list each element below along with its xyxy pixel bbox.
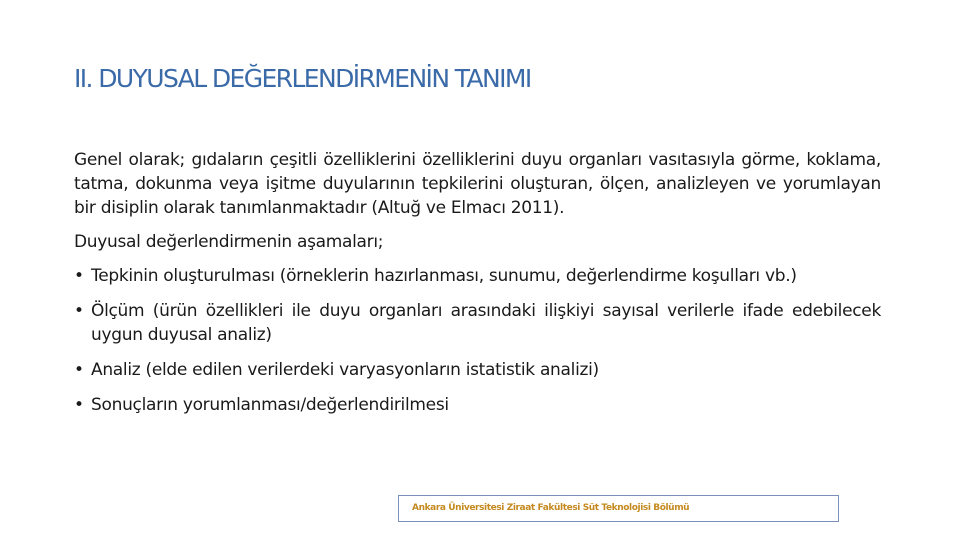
list-item-text: Analiz (elde edilen verilerdeki varyasyonların istatistik analizi) (91, 360, 599, 380)
list-item-text: Sonuçların yorumlanması/değerlendirilmesi (91, 395, 449, 415)
list-item (74, 358, 881, 382)
slide-title: II. DUYUSAL DEĞERLENDİRMENİN TANIMI (74, 64, 531, 93)
bullet-icon: • (74, 301, 84, 321)
list-item (74, 264, 881, 288)
slide-body (74, 148, 881, 428)
list-item-text: Ölçüm (ürün özellikleri ile duyu organları arasındaki ilişkiyi sayısal verilerle ifade edebilecek uygun duyusal analiz) (91, 301, 881, 345)
list-item (74, 393, 881, 417)
footer-box (398, 495, 839, 522)
stages-subheading: Duyusal değerlendirmenin aşamaları; (74, 232, 384, 252)
bullet-icon: • (74, 266, 84, 286)
footer-institution: Ankara Üniversitesi Ziraat Fakültesi Süt Teknolojisi Bölümü (412, 503, 690, 513)
intro-paragraph: Genel olarak; gıdaların çeşitli özelliklerini özelliklerini duyu organları vasıtasıyla görme, koklama, tatma, dokunma veya işitme duyularının tepkilerini oluşturan, ölçen, analizleyen ve yorumlayan bir disiplin olarak tanımlanmaktadır (Altuğ ve Elmacı 2011). (74, 150, 881, 218)
list-item (74, 299, 881, 347)
bullet-icon: • (74, 395, 84, 415)
bullet-icon: • (74, 360, 84, 380)
list-item-text: Tepkinin oluşturulması (örneklerin hazırlanması, sunumu, değerlendirme koşulları vb.) (91, 266, 797, 286)
stages-list (74, 264, 881, 417)
